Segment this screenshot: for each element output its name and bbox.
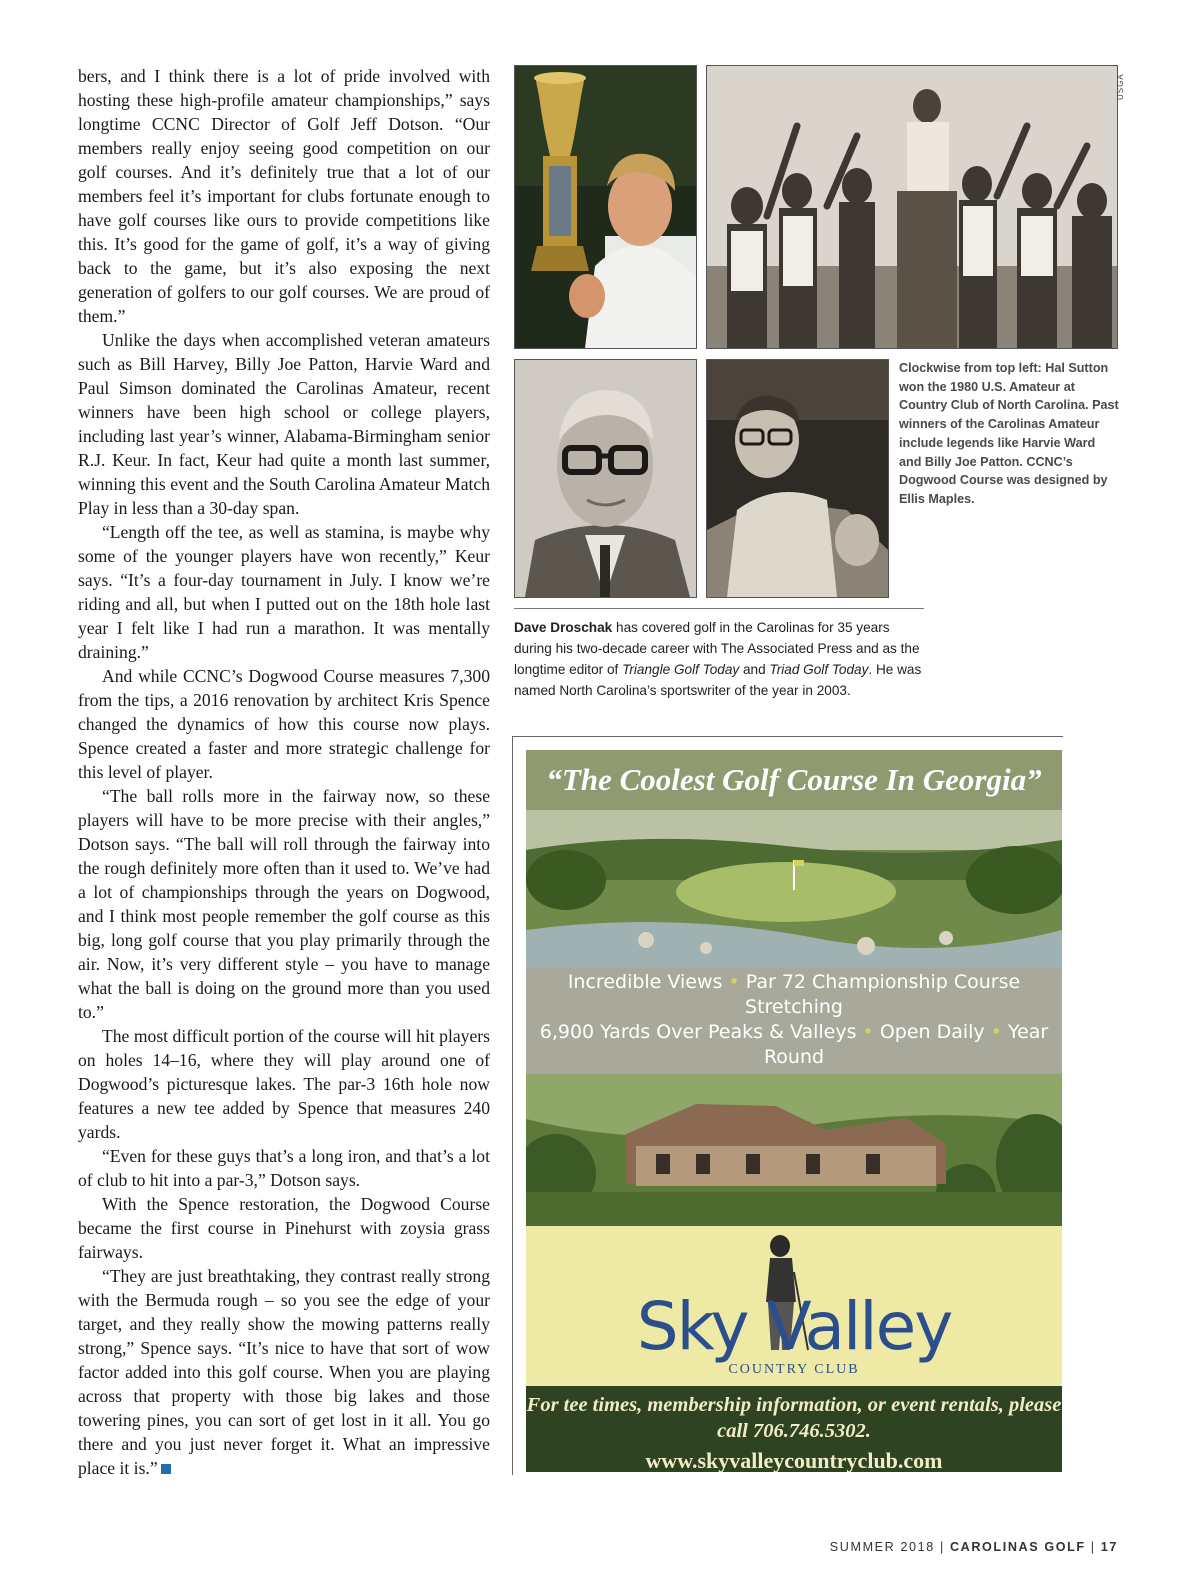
bullet-icon: • bbox=[862, 1021, 874, 1043]
photo-player-seated bbox=[706, 359, 889, 598]
bullet-icon: • bbox=[728, 971, 740, 993]
ad-headline: “The Coolest Golf Course In Georgia” bbox=[526, 750, 1062, 810]
article-paragraph: “The ball rolls more in the fairway now, so these players will have to be more precise with their angles,” Dotson says. “The ball will roll through the fairway into the rough definitely more often than it used to. We’ve had a lot of championships through the years on Dogwood, and I think most people remember the golf course as this big, long golf course that you play primarily through the air. Now, it’s very different style – you have to manage what the ball is doing on the ground more than you used to.” bbox=[78, 786, 490, 1022]
ad-detail-text: Par 72 Championship Course Stretching bbox=[745, 971, 1021, 1018]
article-paragraph: Unlike the days when accomplished veteran amateurs such as Bill Harvey, Billy Joe Patton, Harvie Ward and Paul Simson dominated the Carolinas Amateur, recent winners have been high school or college players, including last year’s winner, Alabama-Birmingham senior R.J. Keur. In fact, Keur had quite a month last summer, winning this event and the South Carolina Amateur Match Play in less than a 30-day span. bbox=[78, 330, 490, 518]
bio-text: and bbox=[739, 662, 770, 677]
article-paragraph: bers, and I think there is a lot of pride involved with hosting these high-profile amateur championships,” says longtime CCNC Director of Golf Jeff Dotson. “Our members really enjoy seeing good competition on our golf courses. And it’s definitely true that a lot of our members feel it’s important for clubs fortunate enough to have golf courses like ours to provide competitions like this. It’s good for the game of golf, it’s a way of giving back to the game, but it’s also exposing the next generation of golfers to our golf courses. We are proud of them.” bbox=[78, 66, 490, 326]
issue-date: SUMMER 2018 bbox=[829, 1540, 935, 1554]
logo-name: Sky Valley bbox=[636, 1288, 952, 1365]
article-paragraph: “Length off the tee, as well as stamina, is maybe why some of the younger players have won recently,” Keur says. “It’s a four-day tournament in July. I know we’re riding and all, but when I putted out on the 18th hole last year I felt like I had run a marathon. It was mentally draining.” bbox=[78, 522, 490, 662]
logo-subtitle: COUNTRY CLUB bbox=[728, 1362, 860, 1377]
ad-detail-text: Year Round bbox=[763, 1021, 1049, 1068]
ad-detail-line bbox=[526, 1020, 1062, 1070]
bio-text: has covered golf in the Carolinas for 35 years during his two-decade career with The Associated Press and as the longtime editor of bbox=[514, 620, 920, 677]
article-paragraph: The most difficult portion of the course will hit players on holes 14–16, where they will play around one of Dogwood’s picturesque lakes. The par-3 16th hole now features a new tee added by Spence that measures 240 yards. bbox=[78, 1026, 490, 1142]
photo-credit: USGA bbox=[1116, 73, 1125, 100]
ad-details bbox=[526, 968, 1062, 1074]
magazine-name: CAROLINAS GOLF bbox=[949, 1540, 1086, 1554]
article-paragraph: “Even for these guys that’s a long iron, and that’s a lot of club to hit into a par-3,” Dotson says. bbox=[78, 1146, 490, 1190]
ad-call-to-action: For tee times, membership information, or event rentals, please call 706.746.5302. bbox=[526, 1394, 1062, 1442]
article-paragraph-last bbox=[78, 1264, 490, 1480]
article-paragraph-text: “They are just breathtaking, they contrast really strong with the Bermuda rough – so you see the edge of your target, and they really show the mowing patterns really strong,” Spence says. “It’s nice to have that sort of wow factor added into this golf course. When you are playing across that property with those big lakes and those towering pines, you can sort of get lost in it all. You go there and you just never forget it. What an impressive place it is.” bbox=[78, 1266, 490, 1478]
publication-name: Triad Golf Today bbox=[769, 662, 869, 677]
end-of-story-mark bbox=[161, 1464, 171, 1474]
photo-caption: Clockwise from top left: Hal Sutton won the 1980 U.S. Amateur at Country Club of North Carolina. Past winners of the Carolinas Amateur include legends like Harvie Ward and Billy Joe Patton. CCNC’s Dogwood Course was designed by Ellis Maples. bbox=[899, 361, 1119, 506]
ad-website-link[interactable]: www.skyvalleycountryclub.com bbox=[645, 1448, 943, 1472]
article-paragraph: And while CCNC’s Dogwood Course measures 7,300 from the tips, a 2016 renovation by architect Kris Spence changed the dynamics of how this course now plays. Spence created a faster and more strategic challenge for this level of player. bbox=[78, 666, 490, 782]
article-body bbox=[78, 64, 490, 1480]
divider-rule bbox=[514, 608, 924, 609]
ad-detail-text: Incredible Views bbox=[567, 971, 723, 993]
ad-footer bbox=[526, 1386, 1062, 1472]
article-paragraph: With the Spence restoration, the Dogwood Course became the first course in Pinehurst with zoysia grass fairways. bbox=[78, 1194, 490, 1262]
ad-photo-clubhouse bbox=[526, 1074, 1062, 1226]
author-name: Dave Droschak bbox=[514, 620, 613, 635]
ad-detail-text: Open Daily bbox=[879, 1021, 985, 1043]
page-number: 17 bbox=[1100, 1540, 1118, 1554]
bullet-icon: • bbox=[990, 1021, 1002, 1043]
photo-crowd-celebration bbox=[706, 65, 1118, 349]
photo-ellis-maples-portrait bbox=[514, 359, 697, 598]
advertisement-sky-valley[interactable] bbox=[526, 750, 1062, 1472]
bio-text: . He was named North Carolina’s sportswriter of the year in 2003. bbox=[514, 662, 922, 698]
publication-name: Triangle Golf Today bbox=[622, 662, 740, 677]
page-folio: SUMMER 2018 | CAROLINAS GOLF | 17 bbox=[829, 1540, 1118, 1554]
ad-detail-text: 6,900 Yards Over Peaks & Valleys bbox=[539, 1021, 857, 1043]
ad-logo-panel bbox=[526, 1226, 1062, 1386]
ad-detail-line bbox=[526, 970, 1062, 1020]
author-bio bbox=[514, 617, 924, 701]
photo-hal-sutton-trophy bbox=[514, 65, 697, 349]
